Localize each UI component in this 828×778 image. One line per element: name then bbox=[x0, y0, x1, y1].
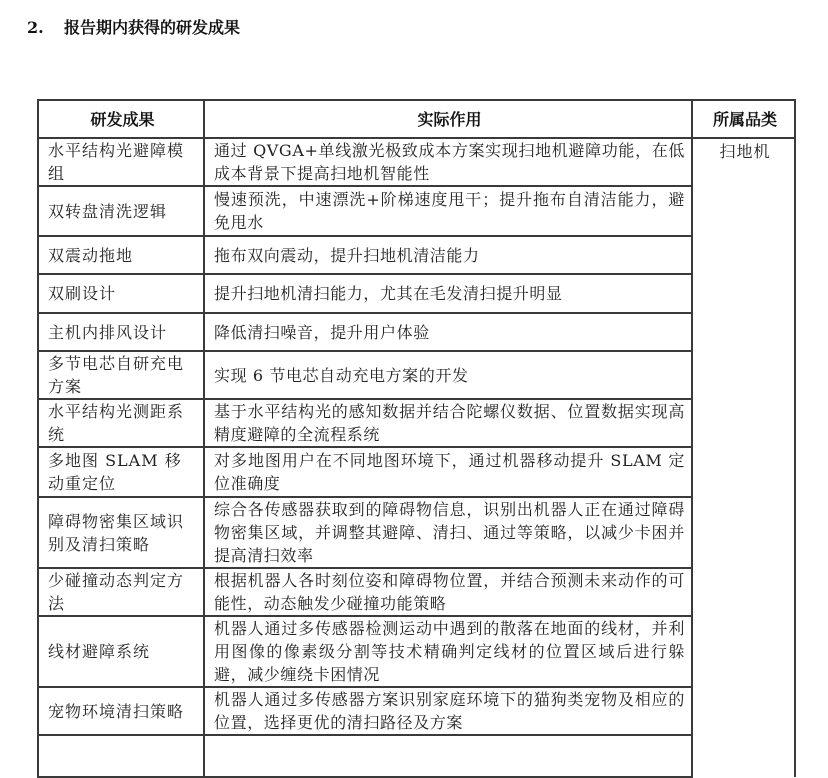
header-actual-effect: 实际作用 bbox=[204, 100, 692, 138]
header-rd-achievement: 研发成果 bbox=[38, 100, 204, 138]
table-row bbox=[38, 186, 795, 236]
achievement-name: 双转盘清洗逻辑 bbox=[38, 186, 204, 236]
rd-achievements-table bbox=[37, 99, 796, 778]
table-row bbox=[38, 497, 795, 568]
achievement-effect: 综合各传感器获取到的障碍物信息，识别出机器人正在通过障碍物密集区域，并调整其避障、清扫、通过等策略，以减少卡困并提高清扫效率 bbox=[204, 497, 692, 568]
achievement-name bbox=[38, 735, 204, 777]
table-header-row bbox=[38, 100, 795, 138]
achievement-effect: 降低清扫噪音，提升用户体验 bbox=[204, 313, 692, 351]
achievement-effect bbox=[204, 735, 692, 777]
achievement-effect: 实现 6 节电芯自动充电方案的开发 bbox=[204, 351, 692, 399]
achievement-effect: 基于水平结构光的感知数据并结合陀螺仪数据、位置数据实现高精度避障的全流程系统 bbox=[204, 399, 692, 447]
achievement-name: 双刷设计 bbox=[38, 274, 204, 313]
table-row bbox=[38, 616, 795, 687]
table-row bbox=[38, 568, 795, 616]
table-row bbox=[38, 687, 795, 735]
table-row bbox=[38, 447, 795, 497]
section-heading bbox=[27, 17, 240, 39]
achievement-effect: 拖布双向震动，提升扫地机清洁能力 bbox=[204, 236, 692, 274]
achievement-name: 双震动拖地 bbox=[38, 236, 204, 274]
achievement-name: 主机内排风设计 bbox=[38, 313, 204, 351]
table-row bbox=[38, 138, 795, 186]
product-category-cell: 扫地机 bbox=[692, 138, 795, 777]
table-row bbox=[38, 313, 795, 351]
achievement-name: 水平结构光测距系统 bbox=[38, 399, 204, 447]
achievement-effect: 提升扫地机清扫能力，尤其在毛发清扫提升明显 bbox=[204, 274, 692, 313]
achievement-name: 障碍物密集区域识别及清扫策略 bbox=[38, 497, 204, 568]
achievement-effect: 机器人通过多传感器方案识别家庭环境下的猫狗类宠物及相应的位置，选择更优的清扫路径及方案 bbox=[204, 687, 692, 735]
table-row-partial bbox=[38, 735, 795, 777]
achievement-effect: 对多地图用户在不同地图环境下，通过机器移动提升 SLAM 定位准确度 bbox=[204, 447, 692, 497]
achievement-name: 线材避障系统 bbox=[38, 616, 204, 687]
achievement-effect: 机器人通过多传感器检测运动中遇到的散落在地面的线材，并利用图像的像素级分割等技术精确判定线材的位置区域后进行躲避，减少缠绕卡困情况 bbox=[204, 616, 692, 687]
table-row bbox=[38, 236, 795, 274]
achievement-effect: 根据机器人各时刻位姿和障碍物位置，并结合预测未来动作的可能性，动态触发少碰撞功能策略 bbox=[204, 568, 692, 616]
achievement-effect: 慢速预洗，中速漂洗+阶梯速度甩干；提升拖布自清洁能力，避免甩水 bbox=[204, 186, 692, 236]
table-row bbox=[38, 399, 795, 447]
achievement-name: 多节电芯自研充电方案 bbox=[38, 351, 204, 399]
achievement-name: 多地图 SLAM 移动重定位 bbox=[38, 447, 204, 497]
achievement-effect: 通过 QVGA+单线激光极致成本方案实现扫地机避障功能，在低成本背景下提高扫地机智能性 bbox=[204, 138, 692, 186]
achievement-name: 宠物环境清扫策略 bbox=[38, 687, 204, 735]
achievement-name: 水平结构光避障模组 bbox=[38, 138, 204, 186]
section-title-text: 报告期内获得的研发成果 bbox=[64, 18, 241, 37]
achievement-name: 少碰撞动态判定方法 bbox=[38, 568, 204, 616]
header-product-category: 所属品类 bbox=[692, 100, 795, 138]
table-row bbox=[38, 351, 795, 399]
section-number: 2. bbox=[27, 18, 44, 37]
table-row bbox=[38, 274, 795, 313]
